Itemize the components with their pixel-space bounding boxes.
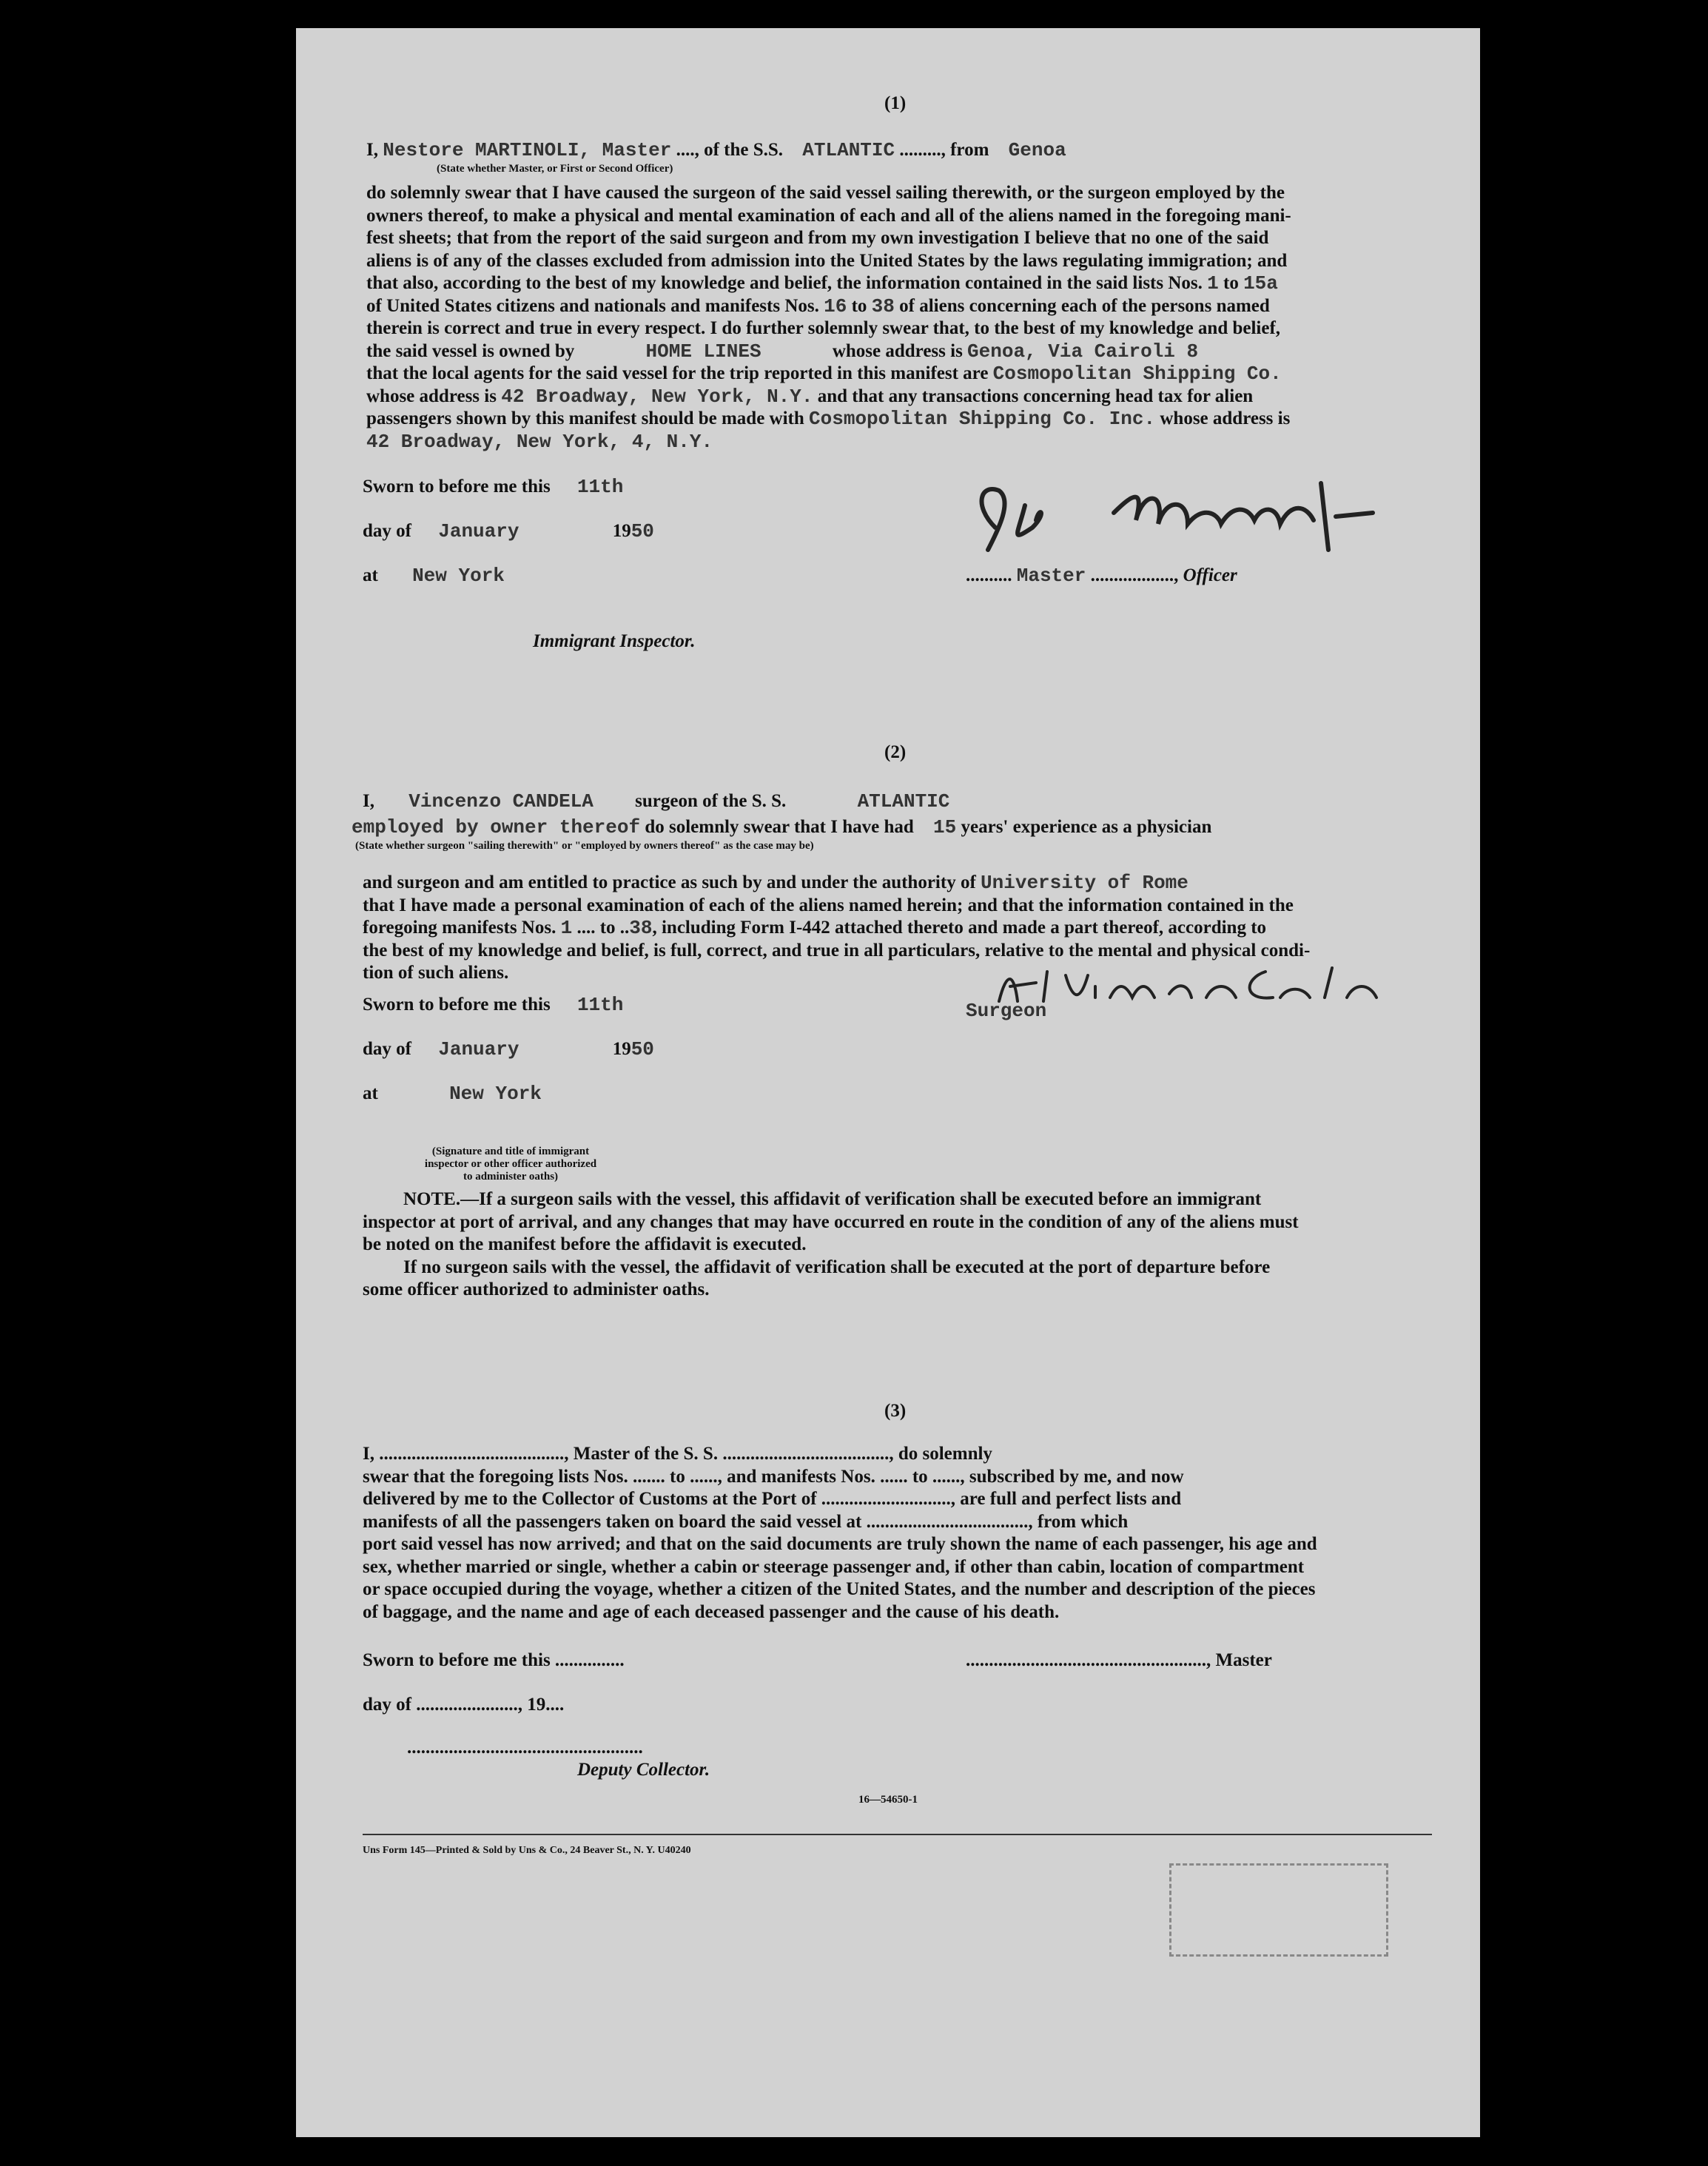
section1-body	[366, 182, 1432, 453]
day-of-line-2: day of January 1950	[363, 1038, 654, 1060]
place: New York	[412, 565, 505, 587]
employment-line: employed by owner thereof do solemnly swear that I have had 15 years' experience as a physician	[352, 816, 1212, 838]
officer-label: Officer	[1183, 565, 1237, 585]
lists-to: 15a	[1243, 272, 1278, 295]
employment-note: (State whether surgeon "sailing therewith" or "employed by owners thereof" as the case may be)	[355, 840, 814, 852]
punch-hole	[1554, 1846, 1588, 1880]
note-line: If no surgeon sails with the vessel, the affidavit of verification shall be executed at the port of departure before	[403, 1257, 1271, 1277]
punch-hole	[1530, 564, 1564, 598]
sworn-day: 11th	[576, 476, 624, 498]
body-line: fest sheets; that from the report of the said surgeon and from my own investigation I believe that no one of the said	[366, 228, 1269, 248]
section2-number: (2)	[884, 742, 907, 762]
manifests-to: 38	[871, 295, 895, 317]
officer-title: Master	[1016, 565, 1086, 587]
body-line: of United States citizens and nationals and manifests Nos. 16 to 38 of aliens concerning each of the persons named	[366, 295, 1270, 317]
at-line-1: at New York	[363, 565, 505, 587]
manifests-from: 16	[824, 295, 847, 317]
note-line: some officer authorized to administer oaths.	[363, 1279, 710, 1299]
body-line: that I have made a personal examination of each of the aliens named herein; and that the information contained in the	[363, 895, 1294, 915]
body-line: or space occupied during the voyage, whether a citizen of the United States, and the number and description of the pieces	[363, 1579, 1316, 1599]
body-line: therein is correct and true in every respect. I do further solemnly swear that, to the best of my knowledge and belief,	[366, 318, 1281, 338]
prefix-text: I,	[366, 140, 378, 160]
lists-from: 1	[1207, 272, 1219, 295]
inspector-label: Immigrant Inspector.	[533, 631, 696, 651]
body-line: aliens is of any of the classes excluded from admission into the United States by the laws regulating immigration; and	[366, 250, 1288, 271]
body-line: sex, whether married or single, whether a cabin or steerage passenger and, if other than cabin, location of compartment	[363, 1556, 1305, 1577]
body-line: tion of such aliens.	[363, 963, 509, 983]
officer-line: .......... Master .................., Officer	[966, 565, 1237, 587]
master-name: Nestore MARTINOLI, Master	[383, 139, 672, 161]
punch-hole	[1558, 235, 1592, 269]
master-signature	[966, 461, 1410, 572]
surgeon-vessel: ATLANTIC	[857, 790, 950, 813]
owner-address: Genoa, Via Cairoli 8	[967, 340, 1199, 363]
footer-rule	[363, 1834, 1432, 1835]
body-line: swear that the foregoing lists Nos. ....... to ......, and manifests Nos. ...... to ......, subscribed by me, and now	[363, 1466, 1184, 1487]
tax-agent: Cosmopolitan Shipping Co. Inc.	[809, 408, 1156, 430]
note-line: be noted on the manifest before the affidavit is executed.	[363, 1234, 807, 1254]
body-line: I, ........................................, Master of the S. S. ...................................., do solemnly	[363, 1444, 992, 1464]
section3-number: (3)	[884, 1401, 907, 1421]
tax-agent-address: 42 Broadway, New York, 4, N.Y.	[366, 430, 713, 453]
month: January	[438, 520, 520, 542]
body-line: that also, according to the best of my knowledge and belief, the information contained in the said lists Nos. 1 to 15a	[366, 272, 1278, 295]
body-line: of baggage, and the name and age of each deceased passenger and the cause of his death.	[363, 1601, 1060, 1622]
document-page	[296, 28, 1480, 2137]
master-line-3: ...................................................., Master	[966, 1650, 1272, 1670]
collector-dots: ...................................................	[407, 1738, 643, 1758]
body-line: and surgeon and am entitled to practice as such by and under the authority of University of Rome	[363, 872, 1188, 894]
surgeon-name: Vincenzo CANDELA	[408, 790, 594, 813]
body-line: manifests of all the passengers taken on board the said vessel at ..................................., from which	[363, 1511, 1129, 1532]
note-block	[363, 1188, 1436, 1302]
from-label: ........., from	[899, 140, 989, 160]
body-line: the said vessel is owned by HOME LINES whose address is Genoa, Via Cairoli 8	[366, 340, 1199, 363]
signature-note: (Signature and title of immigrant inspector or other officer authorized to administer oaths)	[424, 1146, 597, 1183]
footer-text: Uns Form 145—Printed & Sold by Uns & Co., 24 Beaver St., N. Y. U40240	[363, 1845, 691, 1856]
vessel-name: ATLANTIC	[802, 139, 895, 161]
agent-address: 42 Broadway, New York, N.Y.	[501, 385, 813, 408]
surgeon-title-line	[966, 979, 1047, 1022]
section1-number: (1)	[884, 93, 907, 113]
body-line: owners thereof, to make a physical and mental examination of each and all of the aliens named in the foregoing mani-	[366, 205, 1291, 226]
surgeon-title: Surgeon	[966, 1000, 1047, 1022]
body-line: that the local agents for the said vessel for the trip reported in this manifest are Cosmopolitan Shipping Co.	[366, 363, 1282, 385]
year: 50	[631, 520, 654, 542]
sworn-line-3: Sworn to before me this ...............	[363, 1650, 625, 1670]
from-port: Genoa	[1008, 139, 1066, 161]
note-line: inspector at port of arrival, and any changes that may have occurred en route in the condition of any of the aliens must	[363, 1211, 1299, 1232]
punch-hole	[1529, 211, 1563, 245]
employment: employed by owner thereof	[352, 816, 641, 838]
form-code: 16—54650-1	[858, 1794, 918, 1806]
authority: University of Rome	[981, 872, 1188, 894]
years: 15	[933, 816, 957, 838]
body-line: port said vessel has now arrived; and that on the said documents are truly shown the name of each passenger, his age and	[363, 1534, 1317, 1554]
faded-stamp	[1169, 1863, 1388, 1957]
body-line: foregoing manifests Nos. 1 .... to ..38, including Form I-442 attached thereto and made a part thereof, according to	[363, 917, 1267, 939]
section1-line1	[366, 139, 1066, 161]
of-ss-label: ...., of the S.S.	[676, 140, 784, 160]
surgeon-line: I, Vincenzo CANDELA surgeon of the S. S. ATLANTIC	[363, 790, 950, 813]
at-line-2: at New York	[363, 1083, 542, 1105]
body-line: delivered by me to the Collector of Customs at the Port of ............................, are full and perfect lists and	[363, 1489, 1182, 1509]
body-line: the best of my knowledge and belief, is full, correct, and true in all particulars, relative to the mental and physical condi-	[363, 940, 1311, 961]
note-line: NOTE.—If a surgeon sails with the vessel, this affidavit of verification shall be executed before an immigrant	[403, 1189, 1262, 1209]
collector-label: Deputy Collector.	[577, 1760, 710, 1780]
body-line	[366, 431, 1432, 454]
body-line: do solemnly swear that I have caused the surgeon of the said vessel sailing therewith, or the surgeon employed by the	[366, 183, 1285, 203]
punch-hole	[1530, 83, 1564, 117]
sworn-line-2: Sworn to before me this 11th	[363, 994, 624, 1016]
body-line: whose address is 42 Broadway, New York, N.Y. and that any transactions concerning head tax for alien	[366, 385, 1254, 408]
day-line-3: day of ......................, 19....	[363, 1695, 565, 1715]
punch-hole	[1530, 1029, 1564, 1063]
master-note: (State whether Master, or First or Second Officer)	[437, 163, 673, 175]
sworn-line-1: Sworn to before me this 11th	[363, 476, 624, 498]
agents-name: Cosmopolitan Shipping Co.	[992, 363, 1282, 385]
section3-body	[363, 1443, 1436, 1624]
punch-hole	[1530, 1373, 1564, 1407]
day-of-line-1: day of January 1950	[363, 520, 654, 542]
owner-name: HOME LINES	[645, 340, 761, 363]
body-line: passengers shown by this manifest should be made with Cosmopolitan Shipping Co. Inc. whose address is	[366, 408, 1291, 430]
